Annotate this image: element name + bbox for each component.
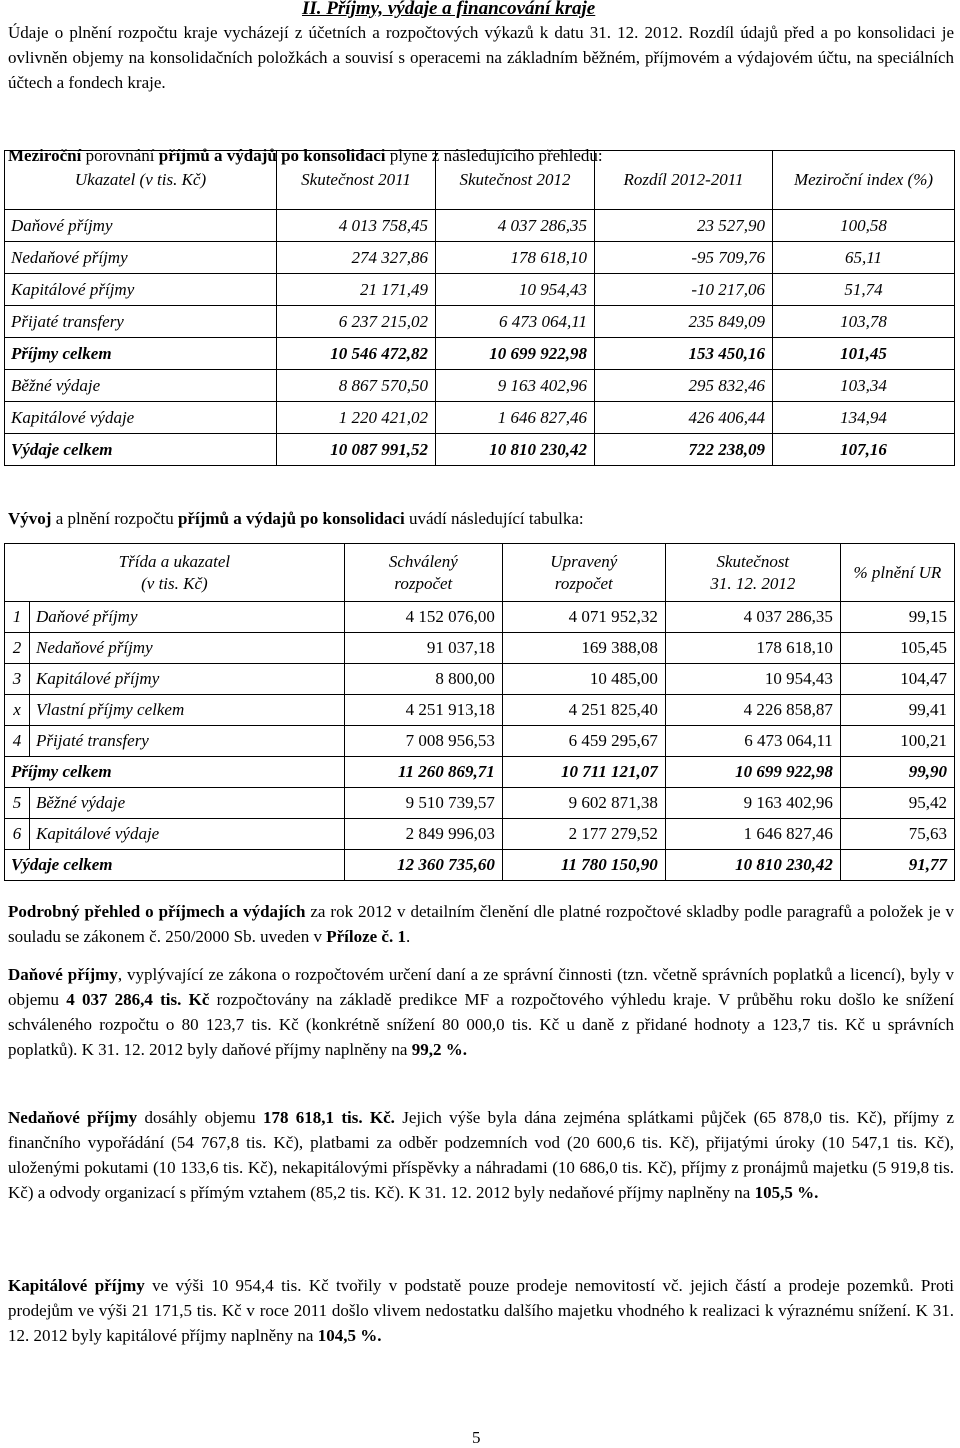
table-row (5, 664, 955, 695)
row-number: 6 (5, 819, 30, 850)
paragraph-overview (8, 899, 954, 949)
table-row (5, 370, 955, 402)
row-number: x (5, 695, 30, 726)
cell-value: 178 618,10 (665, 633, 840, 664)
cell-value: 95,42 (840, 788, 954, 819)
row-number: 2 (5, 633, 30, 664)
cell-value: 6 473 064,11 (436, 306, 595, 338)
cell-value: 11 260 869,71 (344, 757, 502, 788)
cell-value: 153 450,16 (595, 338, 773, 370)
cell-value: 4 251 913,18 (344, 695, 502, 726)
cell-value: 10 810 230,42 (436, 434, 595, 466)
cell-value: -95 709,76 (595, 242, 773, 274)
header-line: Upravený (550, 551, 618, 571)
row-number: 1 (5, 602, 30, 633)
row-number: 4 (5, 726, 30, 757)
budget-execution-table (4, 543, 955, 881)
table-row (5, 210, 955, 242)
cell-value: 99,90 (840, 757, 954, 788)
table-row (5, 402, 955, 434)
table-row (5, 726, 955, 757)
table-header-row (5, 151, 955, 210)
text-bold: Meziroční (8, 146, 82, 165)
text: . (405, 927, 411, 946)
text: , vyplývající ze zákona o rozpočtovém určení daní a ze správní činnosti (tzn. včetně správních poplatků a licencí), byly v objemu (8, 965, 954, 1009)
text: plyne z následujícího přehledu: (385, 146, 603, 165)
cell-value: 12 360 735,60 (344, 850, 502, 881)
cell-value: 4 013 758,45 (277, 210, 436, 242)
row-label: Běžné výdaje (30, 788, 345, 819)
paragraph-tax-revenue (8, 962, 954, 1062)
table-row (5, 788, 955, 819)
text-bold: Nedaňové příjmy (8, 1108, 138, 1127)
cell-value: 105,45 (840, 633, 954, 664)
row-label: Daňové příjmy (5, 210, 277, 242)
text: uvádí následující tabulka: (404, 509, 584, 528)
cell-value: 235 849,09 (595, 306, 773, 338)
text: Jejich výše byla dána zejména splátkami půjček (65 878,0 tis. Kč), příjmy z finančního vypořádání (54 767,8 tis. Kč), platbami za odběr podzemních vod (20 600,6 tis. Kč), přijatými úroky (10 547,1 tis. Kč), uloženými pokutami (10 133,6 tis. Kč), nekapitálovými příspěvky a náhradami (10 686,0 tis. Kč), příjmy z pronájmů majetku (5 919,8 tis. Kč) a odvody organizací s přímým vztahem (85,2 tis. Kč). K 31. 12. 2012 byly nedaňové příjmy naplněny na (8, 1108, 954, 1202)
col-header: Ukazatel (v tis. Kč) (5, 151, 277, 210)
row-label: Přijaté transfery (30, 726, 345, 757)
cell-value: 10 699 922,98 (665, 757, 840, 788)
cell-value: 10 087 991,52 (277, 434, 436, 466)
cell-value: 9 163 402,96 (436, 370, 595, 402)
text: a plnění rozpočtu (51, 509, 178, 528)
text-bold: Příloze č. 1 (326, 927, 406, 946)
table-row (5, 306, 955, 338)
cell-value: 274 327,86 (277, 242, 436, 274)
row-number: 3 (5, 664, 30, 695)
header-line: Schválený (388, 551, 458, 571)
row-label: Vlastní příjmy celkem (30, 695, 345, 726)
cell-value: 134,94 (773, 402, 955, 434)
cell-value: 178 618,10 (436, 242, 595, 274)
col-header (5, 544, 345, 602)
cell-value: 4 251 825,40 (502, 695, 665, 726)
cell-value: 91,77 (840, 850, 954, 881)
cell-value: 11 780 150,90 (502, 850, 665, 881)
table-row (5, 602, 955, 633)
col-header: Meziroční index (%) (773, 151, 955, 210)
header-line: Skutečnost (716, 551, 790, 571)
cell-value: 99,41 (840, 695, 954, 726)
col-header (665, 544, 840, 602)
row-label: Běžné výdaje (5, 370, 277, 402)
cell-value: 75,63 (840, 819, 954, 850)
table-row (5, 338, 955, 370)
cell-value: 107,16 (773, 434, 955, 466)
col-header: Skutečnost 2011 (277, 151, 436, 210)
header-line: Třída a ukazatel (118, 551, 231, 571)
table-row (5, 695, 955, 726)
header-line: (v tis. Kč) (141, 573, 208, 593)
cell-value: 4 071 952,32 (502, 602, 665, 633)
table-row (5, 242, 955, 274)
text-bold: Podrobný přehled o příjmech a výdajích (8, 902, 306, 921)
row-number: 5 (5, 788, 30, 819)
cell-value: 10 954,43 (436, 274, 595, 306)
cell-value: 100,21 (840, 726, 954, 757)
table-row (5, 819, 955, 850)
yoy-comparison-table (4, 150, 955, 466)
col-header: Rozdíl 2012-2011 (595, 151, 773, 210)
table-row (5, 274, 955, 306)
text-bold: Vývoj (8, 509, 52, 528)
cell-value: 1 220 421,02 (277, 402, 436, 434)
table-header-row (5, 544, 955, 602)
cell-value: 6 237 215,02 (277, 306, 436, 338)
text: za rok 2012 v detailním členění dle platné rozpočtové skladby podle paragrafů a položek je v souladu se zákonem č. 250/2000 Sb. uveden v (8, 902, 954, 946)
row-label: Příjmy celkem (5, 757, 345, 788)
row-label: Příjmy celkem (5, 338, 277, 370)
section-heading: II. Příjmy, výdaje a financování kraje (302, 0, 596, 19)
paragraph-nontax-revenue (8, 1105, 954, 1205)
cell-value: 4 037 286,35 (665, 602, 840, 633)
row-label: Nedaňové příjmy (30, 633, 345, 664)
cell-value: 295 832,46 (595, 370, 773, 402)
text: ve výši 10 954,4 tis. Kč tvořily v podstatě pouze prodeje nemovitostí vč. jejich částí a prodeje pozemků. Proti prodejům ve výši 21 171,5 tis. Kč v roce 2011 došlo vlivem nedostatku dalšího majetku vhodného k realizaci k výraznému snížení. K 31. 12. 2012 byly kapitálové příjmy naplněny na (8, 1276, 954, 1345)
cell-value: 10 711 121,07 (502, 757, 665, 788)
cell-value: 7 008 956,53 (344, 726, 502, 757)
cell-value: 6 459 295,67 (502, 726, 665, 757)
cell-value: 23 527,90 (595, 210, 773, 242)
table2-intro (8, 507, 954, 531)
cell-value: 10 699 922,98 (436, 338, 595, 370)
row-label: Kapitálové výdaje (30, 819, 345, 850)
cell-value: -10 217,06 (595, 274, 773, 306)
text: rozpočtovány na základě predikce MF a rozpočtového výhledu kraje. V průběhu roku došlo ke snížení schváleného rozpočtu o 80 123,7 tis. Kč (konkrétně snížení 80 000,0 tis. Kč u daně z přidané hodnoty a 123,7 tis. Kč u správních poplatků). K 31. 12. 2012 byly daňové příjmy naplněny na (8, 990, 954, 1059)
cell-value: 9 510 739,57 (344, 788, 502, 819)
header-line: rozpočet (554, 573, 613, 593)
cell-value: 10 954,43 (665, 664, 840, 695)
table-row (5, 850, 955, 881)
text-bold: 105,5 %. (754, 1183, 819, 1202)
cell-value: 2 177 279,52 (502, 819, 665, 850)
header-line: rozpočet (394, 573, 453, 593)
cell-value: 103,78 (773, 306, 955, 338)
cell-value: 21 171,49 (277, 274, 436, 306)
row-label: Kapitálové výdaje (5, 402, 277, 434)
cell-value: 8 867 570,50 (277, 370, 436, 402)
row-label: Daňové příjmy (30, 602, 345, 633)
cell-value: 99,15 (840, 602, 954, 633)
intro-paragraph: Údaje o plnění rozpočtu kraje vycházejí z účetních a rozpočtových výkazů k datu 31. 12. 2012. Rozdíl údajů před a po konsolidaci je ovlivněn objemy na konsolidačních položkách a souvisí s operacemi na základním běžném, příjmovém a výdajovém účtu, na speciálních účtech a fondech kraje. (8, 23, 954, 92)
table-row (5, 633, 955, 664)
cell-value: 4 226 858,87 (665, 695, 840, 726)
cell-value: 10 810 230,42 (665, 850, 840, 881)
text: porovnání (81, 146, 159, 165)
cell-value: 8 800,00 (344, 664, 502, 695)
cell-value: 101,45 (773, 338, 955, 370)
cell-value: 104,47 (840, 664, 954, 695)
header-line: 31. 12. 2012 (710, 573, 796, 593)
cell-value: 91 037,18 (344, 633, 502, 664)
cell-value: 426 406,44 (595, 402, 773, 434)
text-bold: příjmů a výdajů po konsolidaci (177, 509, 405, 528)
paragraph-capital-revenue (8, 1273, 954, 1348)
cell-value: 2 849 996,03 (344, 819, 502, 850)
table-row (5, 757, 955, 788)
cell-value: 1 646 827,46 (436, 402, 595, 434)
text-bold: Kapitálové příjmy (8, 1276, 145, 1295)
cell-value: 10 485,00 (502, 664, 665, 695)
cell-value: 722 238,09 (595, 434, 773, 466)
text-bold: 99,2 %. (411, 1040, 467, 1059)
row-label: Kapitálové příjmy (30, 664, 345, 695)
cell-value: 1 646 827,46 (665, 819, 840, 850)
cell-value: 51,74 (773, 274, 955, 306)
text-bold: Daňové příjmy (8, 965, 118, 984)
text-bold: 104,5 %. (317, 1326, 382, 1345)
page-number: 5 (472, 1428, 481, 1447)
row-label: Výdaje celkem (5, 850, 345, 881)
text-bold: příjmů a výdajů po konsolidaci (158, 146, 386, 165)
row-label: Výdaje celkem (5, 434, 277, 466)
cell-value: 9 602 871,38 (502, 788, 665, 819)
cell-value: 4 037 286,35 (436, 210, 595, 242)
text-bold: 4 037 286,4 tis. Kč (66, 990, 210, 1009)
table-row (5, 434, 955, 466)
col-header: Skutečnost 2012 (436, 151, 595, 210)
cell-value: 10 546 472,82 (277, 338, 436, 370)
cell-value: 6 473 064,11 (665, 726, 840, 757)
cell-value: 103,34 (773, 370, 955, 402)
col-header (502, 544, 665, 602)
row-label: Nedaňové příjmy (5, 242, 277, 274)
text-bold: 178 618,1 tis. Kč. (262, 1108, 395, 1127)
col-header (344, 544, 502, 602)
row-label: Kapitálové příjmy (5, 274, 277, 306)
cell-value: 9 163 402,96 (665, 788, 840, 819)
text: dosáhly objemu (137, 1108, 263, 1127)
row-label: Přijaté transfery (5, 306, 277, 338)
cell-value: 100,58 (773, 210, 955, 242)
cell-value: 65,11 (773, 242, 955, 274)
cell-value: 4 152 076,00 (344, 602, 502, 633)
cell-value: 169 388,08 (502, 633, 665, 664)
col-header: % plnění UR (840, 544, 954, 602)
